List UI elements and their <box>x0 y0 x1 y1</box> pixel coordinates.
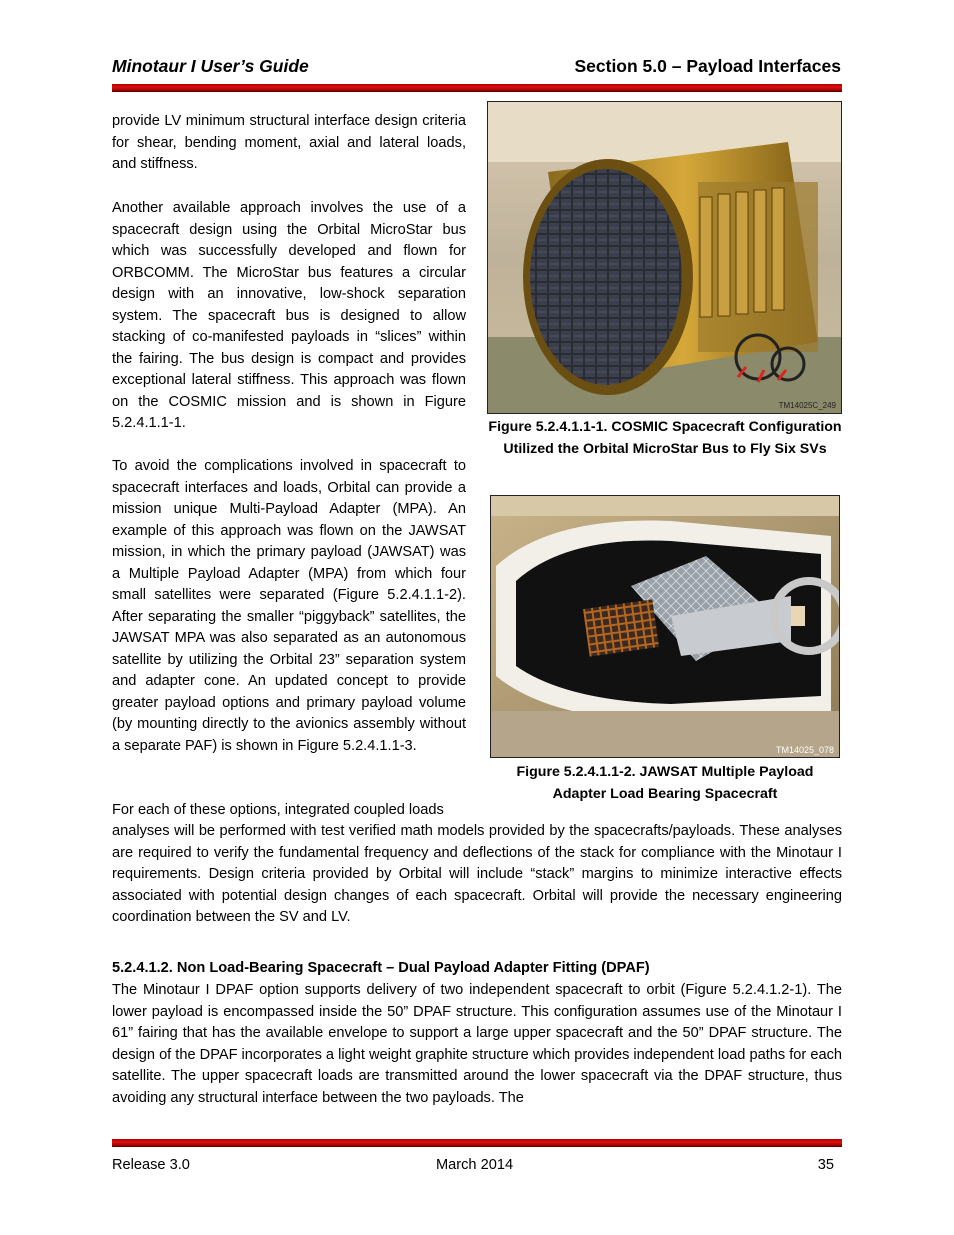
paragraph-mpa: To avoid the complications involved in spacecraft to spacecraft interfaces and loads, Orbital can provide a mission unique Multi-Payload Adapter (MPA). An example of this approach was flown on the JAWSAT mission, in which the primary payload (JAWSAT) was a Multiple Payload Adapter (MPA) from which four small satellites were separated (Figure 5.2.4.1.1-2). After separating the smaller “piggyback” satellites, the JAWSAT MPA was also separated as an autonomous satellite by utilizing the Orbital 23” separation system and adapter cone. An updated concept to provide greater payload options and primary payload volume (by mounting directly to the avionics assembly without a separate PAF) is shown in Figure 5.2.4.1.1-3. <box>112 458 466 754</box>
paragraph-coupled-loads-start: For each of these options, integrated coupled loads <box>112 802 444 818</box>
paragraph-dpaf: The Minotaur I DPAF option supports delivery of two independent spacecraft to orbit (Figure 5.2.4.1.2-1). The lower payload is encompassed inside the 50” DPAF structure. This configuration assumes use of the Minotaur I 61” fairing that has the available envelope to support a large upper spacecraft and the 50” DPAF structure. The design of the DPAF incorporates a light weight graphite structure which provides independent load paths for each satellite. The upper spacecraft loads are transmitted around the lower spacecraft via the DPAF structure, thus avoiding any structural interface between the two payloads. The <box>112 982 842 1106</box>
jawsat-spacecraft-photo <box>490 495 840 758</box>
header-rule <box>112 84 842 92</box>
figure-1-caption: Figure 5.2.4.1.1-1. COSMIC Spacecraft Configuration Utilized the Orbital MicroStar Bus to Fly Six SVs <box>488 419 842 457</box>
cosmic-spacecraft-photo <box>487 101 842 414</box>
footer-release: Release 3.0 <box>112 1157 190 1173</box>
section-title: Section 5.0 – Payload Interfaces <box>574 56 841 76</box>
cosmic-photo-tag: TM14025C_249 <box>778 401 836 410</box>
figure-2-caption: Figure 5.2.4.1.1-2. JAWSAT Multiple Payload Adapter Load Bearing Spacecraft <box>516 764 814 802</box>
paragraph-load-criteria: provide LV minimum structural interface design criteria for shear, bending moment, axial and lateral loads, and stiffness. <box>112 113 466 172</box>
footer-date: March 2014 <box>436 1157 514 1173</box>
document-title: Minotaur I User’s Guide <box>112 56 309 76</box>
section-heading-dpaf: 5.2.4.1.2. Non Load-Bearing Spacecraft – Dual Payload Adapter Fitting (DPAF) <box>112 960 650 976</box>
footer-rule <box>112 1139 842 1147</box>
paragraph-coupled-loads: analyses will be performed with test verified math models provided by the spacecrafts/payloads. These analyses are required to verify the fundamental frequency and deflections of the stack for compliance with the Minotaur I requirements. Design criteria provided by Orbital will include “stack” margins to minimize interactive effects associated with potential design changes of each spacecraft. Orbital will provide the necessary engineering coordination between the SV and LV. <box>112 823 842 925</box>
page-number: 35 <box>817 1157 834 1173</box>
paragraph-microstar: Another available approach involves the use of a spacecraft design using the Orbital MicroStar bus which was successfully developed and flown for ORBCOMM. The MicroStar bus features a circular design with an innovative, low-shock separation system. The spacecraft bus is designed to allow stacking of co-manifested payloads in “slices” within the fairing. The bus design is compact and provides exceptional lateral stiffness. This approach was flown on the COSMIC mission and is shown in Figure 5.2.4.1.1-1. <box>112 200 466 431</box>
jawsat-photo-tag: TM14025_078 <box>775 745 834 755</box>
